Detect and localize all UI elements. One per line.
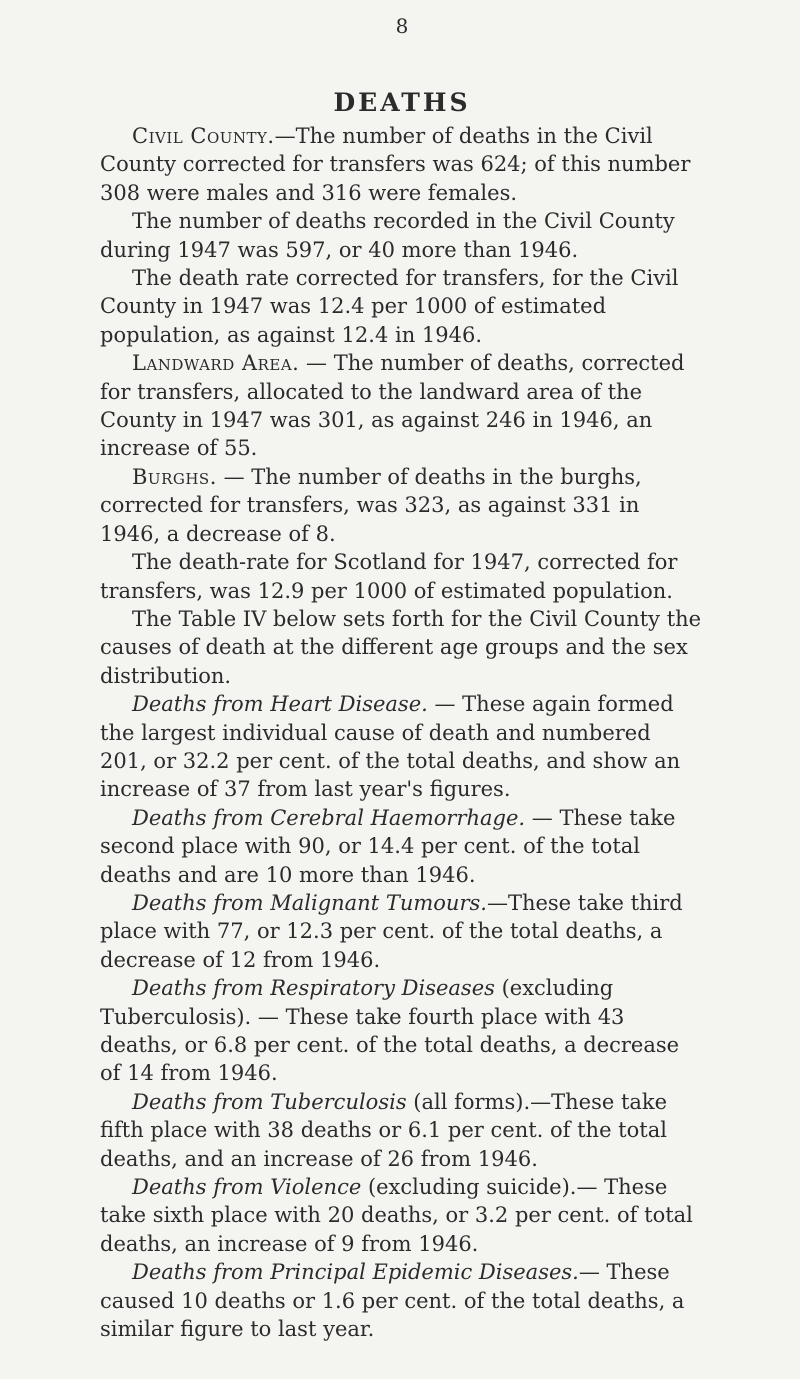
paragraph [100,463,704,548]
paragraph [100,889,704,974]
paragraph [100,349,704,463]
paragraph [100,122,704,207]
paragraph [100,264,704,349]
paragraph [100,804,704,889]
paragraph-lead: Deaths from Cerebral Haemorrhage. [132,805,526,830]
paragraph-lead: Deaths from Respiratory Diseases [132,976,495,1001]
paragraph [100,1173,704,1258]
paragraph [100,207,704,264]
paragraph-text: — These take second place with 90, or 14.4 per cent. of the total deaths and are 10 more than 1946. [100,805,676,887]
paragraph-text: The death-rate for Scotland for 1947, corrected for transfers, was 12.9 per 1000 of estimated population. [100,550,678,603]
paragraph [100,605,704,690]
paragraph [100,690,704,804]
paragraph-lead: Burghs. [132,464,217,489]
paragraph-text: — These caused 10 deaths or 1.6 per cent. of the total deaths, a similar figure to last year. [100,1260,685,1342]
paragraph-lead: Deaths from Tuberculosis [132,1089,407,1114]
paragraph-lead: Landward Area. [132,351,300,376]
paragraph [100,974,704,1088]
paragraph-text: (excluding suicide).— These take sixth place with 20 deaths, or 3.2 per cent. of total deaths, an increase of 9 from 1946. [100,1175,693,1256]
paragraph-lead: Deaths from Principal Epidemic Diseases. [132,1260,579,1285]
paragraph-lead: Civil County. [132,124,275,148]
paragraph-text: The death rate corrected for transfers, for the Civil County in 1947 was 12.4 per 1000 of estimated population, as against 12.4 in 1946. [100,266,679,347]
paragraph [100,548,704,605]
paragraph-text: The number of deaths recorded in the Civil County during 1947 was 597, or 40 more than 1946. [100,209,675,262]
paragraph-text: — The number of deaths, corrected for transfers, allocated to the landward area of the County in 1947 was 301, as against 246 in 1946, an increase of 55. [100,351,685,461]
paragraph-lead: Deaths from Malignant Tumours. [132,890,487,915]
body-text [100,122,704,1343]
paragraph-text: The Table IV below sets forth for the Civil County the causes of death at the different age groups and the sex distribution. [100,606,702,688]
paragraph-text: — These again formed the largest individual cause of death and numbered 201, or 32.2 per cent. of the total deaths, and show an increase of 37 from last year's figures. [100,692,681,802]
section-heading: DEATHS [333,88,471,117]
paragraph-text: —The number of deaths in the Civil County corrected for transfers was 624; of this number 308 were males and 316 were females. [100,124,691,205]
paragraph-text: —These take third place with 77, or 12.3 per cent. of the total deaths, a decrease of 12 from 1946. [100,890,683,972]
paragraph-text: (excluding Tuberculosis). — These take fourth place with 43 deaths, or 6.8 per cent. of the total deaths, a decrease of 14 from 1946. [100,976,680,1086]
page-number: 8 [395,14,409,38]
paragraph-text: (all forms).—These take fifth place with 38 deaths or 6.1 per cent. of the total deaths, and an increase of 26 from 1946. [100,1089,668,1171]
paragraph [100,1088,704,1173]
paragraph [100,1258,704,1343]
paragraph-lead: Deaths from Heart Disease. [132,692,428,717]
paragraph-text: — The number of deaths in the burghs, corrected for transfers, was 323, as against 331 in 1946, a decrease of 8. [100,464,642,546]
paragraph-lead: Deaths from Violence [132,1175,362,1200]
